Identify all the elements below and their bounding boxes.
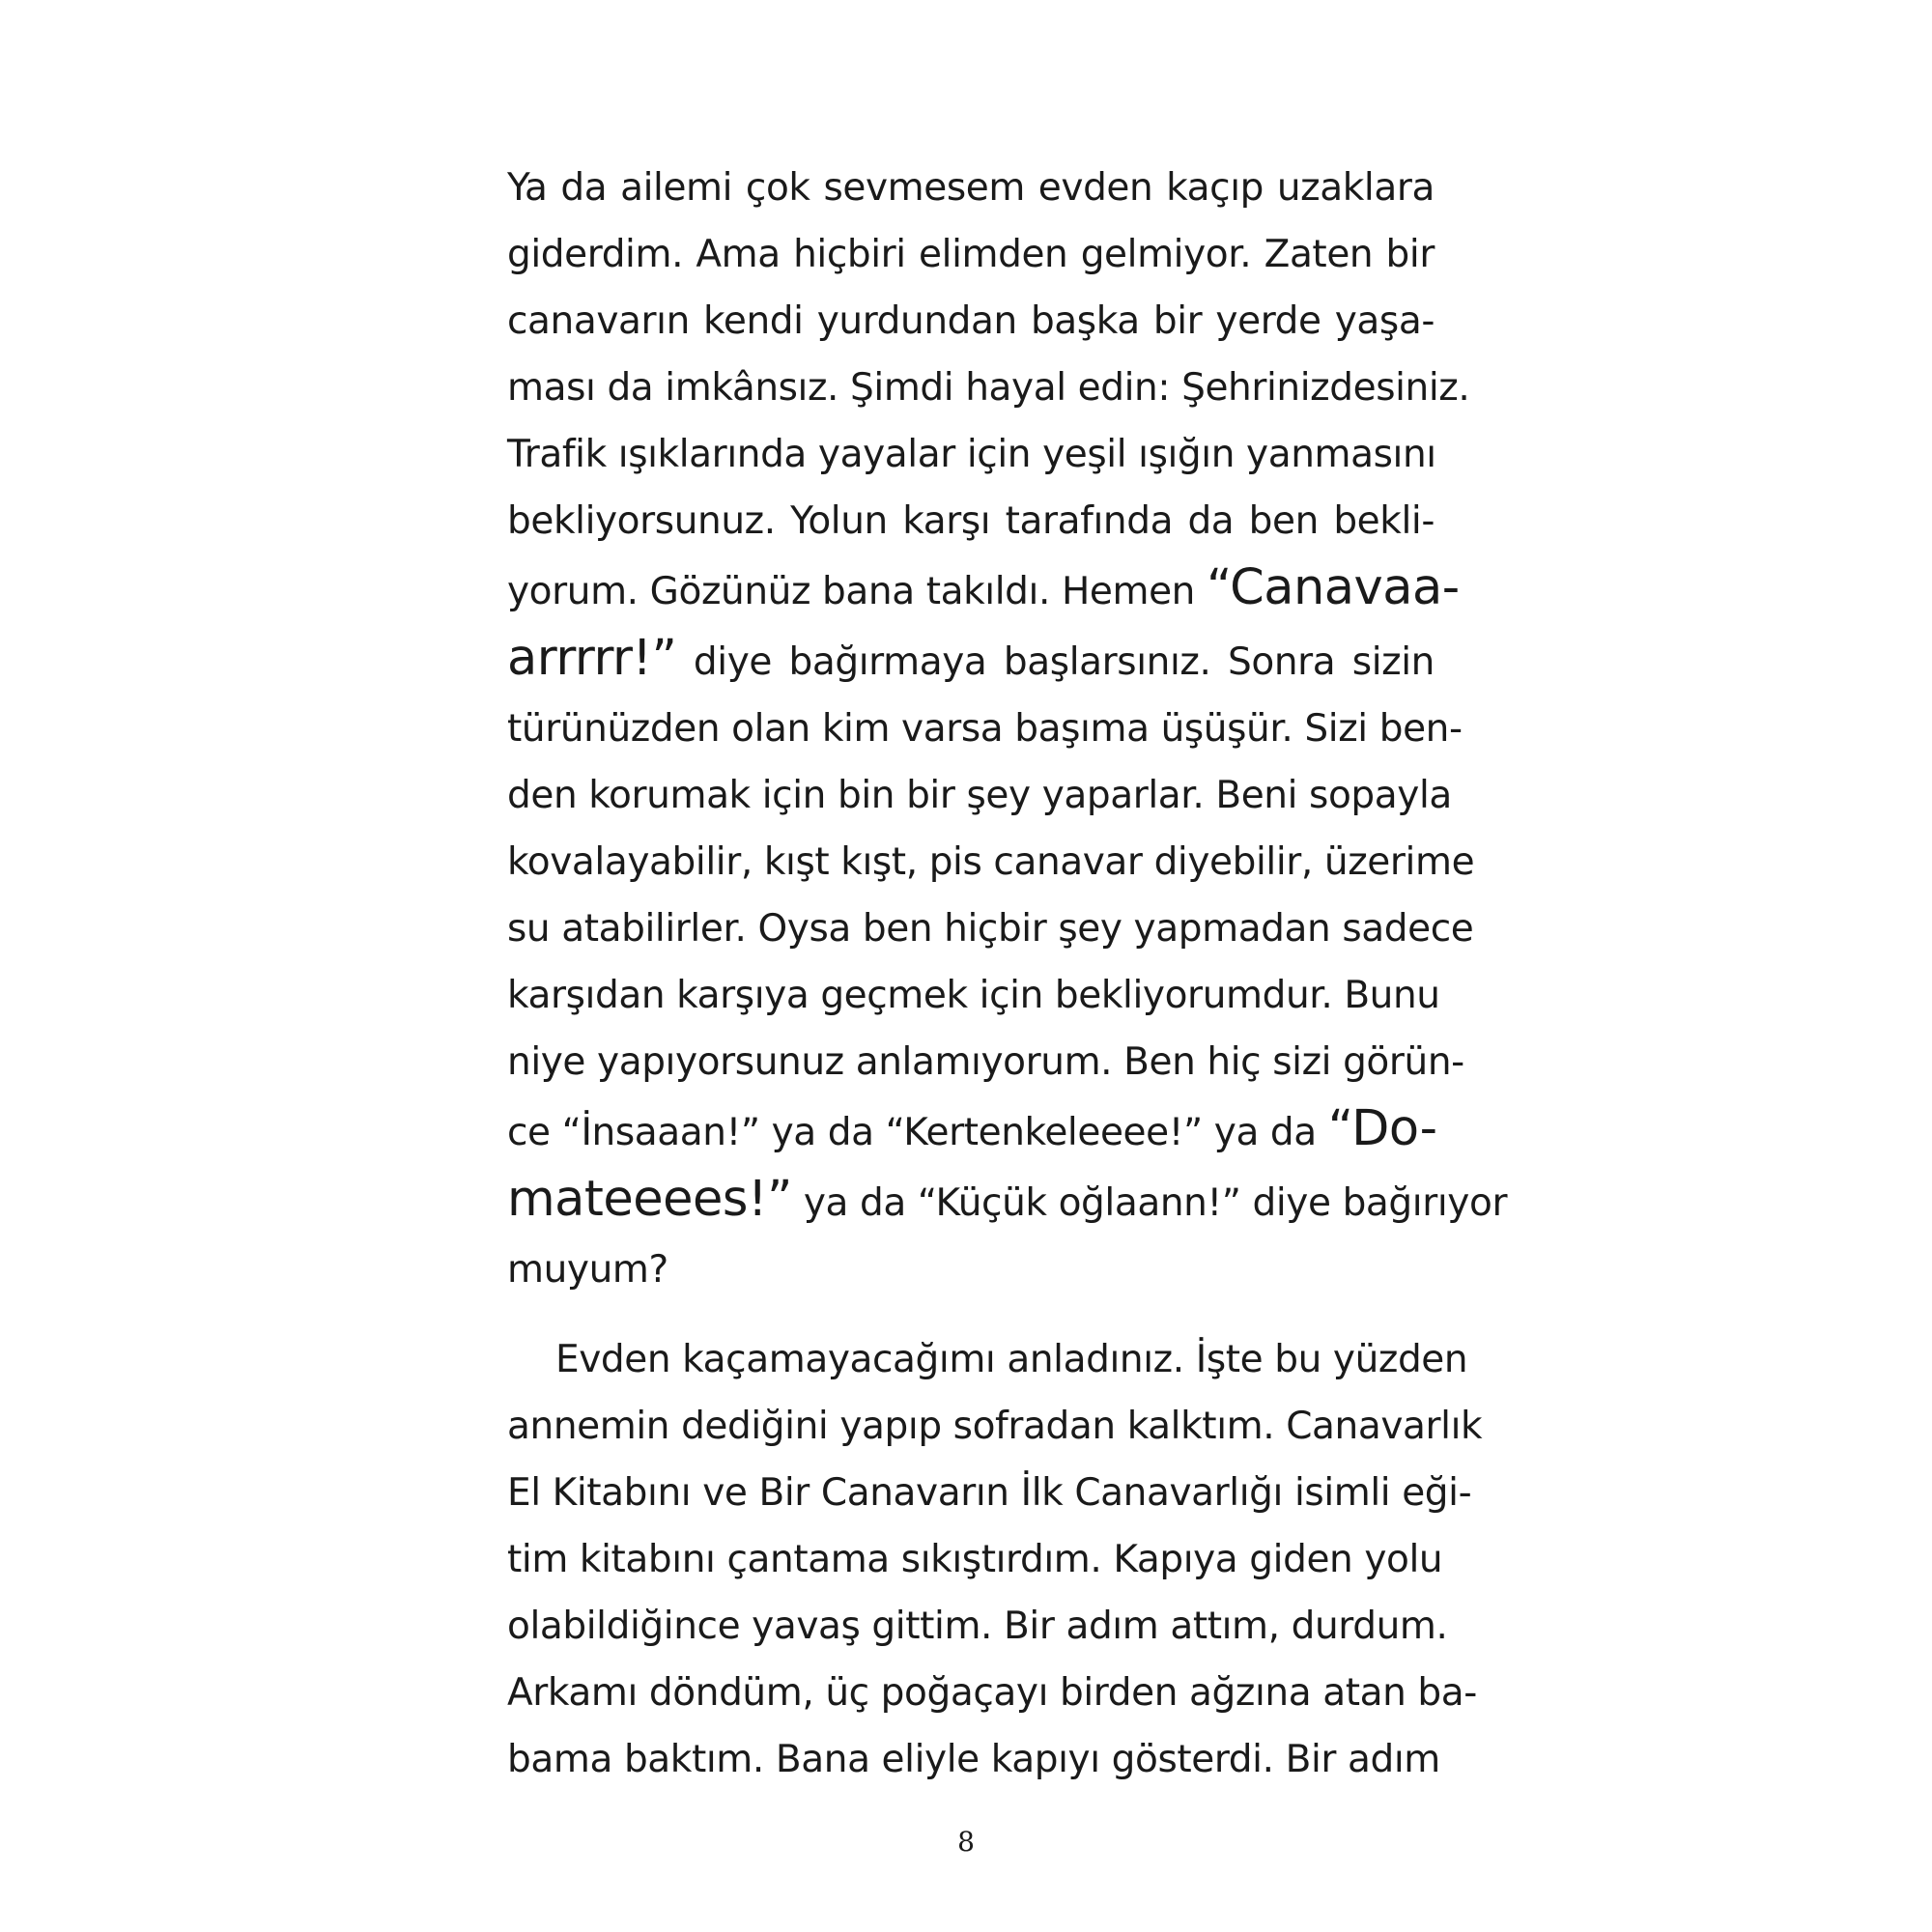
text-line	[507, 1166, 1508, 1236]
text-line	[507, 1095, 1435, 1166]
shout-text: arrrrr!”	[507, 630, 677, 687]
text-segment: ya da “Küçük oğlaann!” diye bağırıyor	[791, 1181, 1508, 1225]
text-line: El Kitabını ve Bir Canavarın İlk Canavarlığı isimli eği-	[507, 1471, 1472, 1515]
page-number: 8	[957, 1826, 975, 1858]
text-line: bekliyorsunuz. Yolun karşı tarafında da ben bekli-	[507, 499, 1435, 543]
text-segment: Evden kaçamayacağımı anladınız. İşte bu yüzden	[555, 1338, 1468, 1381]
text-line: giderdim. Ama hiçbiri elimden gelmiyor. Zaten bir	[507, 233, 1435, 276]
text-line: kovalayabilir, kışt kışt, pis canavar diyebilir, üzerime	[507, 840, 1475, 884]
text-line: olabildiğince yavaş gittim. Bir adım attım, durdum.	[507, 1605, 1448, 1648]
text-line: Trafik ışıklarında yayalar için yeşil ışığın yanmasını	[507, 433, 1436, 476]
body-text	[507, 155, 1508, 1793]
text-line: canavarın kendi yurdundan başka bir yerde yaşa-	[507, 299, 1435, 343]
shout-text: mateeees!”	[507, 1171, 792, 1228]
text-line	[507, 1326, 1468, 1393]
shout-text: “Do-	[1327, 1100, 1437, 1157]
text-line	[507, 554, 1460, 625]
text-line: annemin dediğini yapıp sofradan kalktım. Canavarlık	[507, 1405, 1483, 1448]
text-line: karşıdan karşıya geçmek için bekliyorumdur. Bunu	[507, 974, 1440, 1017]
shout-text: “Canavaa-	[1206, 559, 1460, 616]
text-line: ması da imkânsız. Şimdi hayal edin: Şehrinizdesiniz.	[507, 366, 1470, 410]
text-line: muyum?	[507, 1248, 668, 1292]
text-segment: yorum. Gözünüz bana takıldı. Hemen	[507, 570, 1207, 613]
text-line: türünüzden olan kim varsa başıma üşüşür. Sizi ben-	[507, 707, 1463, 751]
paragraph-2	[507, 1326, 1483, 1793]
text-line	[507, 625, 1435, 696]
text-line: bama baktım. Bana eliyle kapıyı gösterdi. Bir adım	[507, 1738, 1440, 1781]
text-line: su atabilirler. Oysa ben hiçbir şey yapmadan sadece	[507, 907, 1474, 951]
text-line: niye yapıyorsunuz anlamıyorum. Ben hiç sizi görün-	[507, 1040, 1464, 1084]
text-segment: ce “İnsaaan!” ya da “Kertenkeleeee!” ya da	[507, 1111, 1328, 1154]
text-segment: diye bağırmaya başlarsınız. Sonra sizin	[676, 640, 1435, 684]
text-line: tim kitabını çantama sıkıştırdım. Kapıya giden yolu	[507, 1538, 1443, 1581]
text-line: den korumak için bin bir şey yaparlar. Beni sopayla	[507, 774, 1452, 817]
text-line: Arkamı döndüm, üç poğaçayı birden ağzına atan ba-	[507, 1671, 1477, 1715]
paragraph-1	[507, 155, 1508, 1303]
text-line: Ya da ailemi çok sevmesem evden kaçıp uzaklara	[507, 166, 1435, 210]
